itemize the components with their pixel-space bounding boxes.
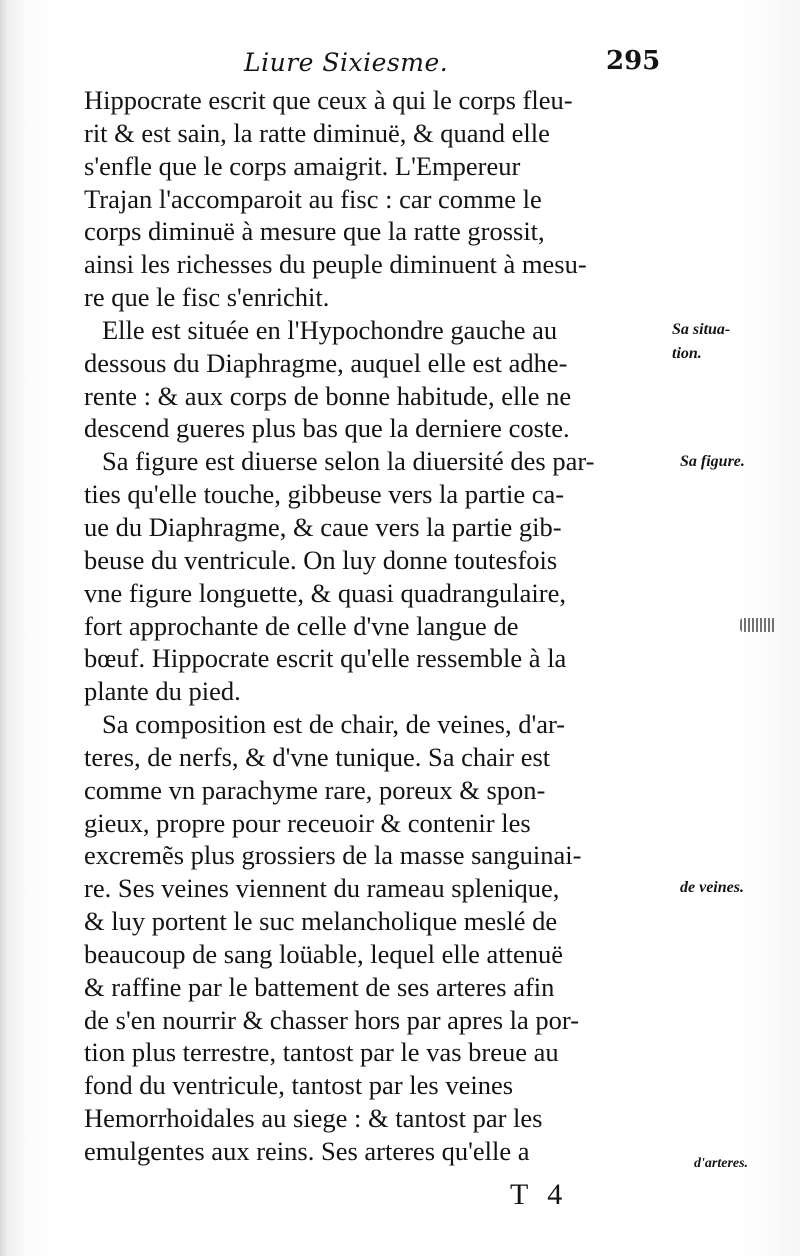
text-line: Sa figure est diuerse selon la diuersité des par- xyxy=(102,446,595,477)
text-line: re. Ses veines viennent du rameau splenique, xyxy=(84,873,560,904)
text-line: fort approchante de celle d'vne langue de xyxy=(84,610,519,641)
text-line: fond du ventricule, tantost par les veines xyxy=(84,1070,514,1101)
text-line: comme vn parachyme rare, poreux & spon- xyxy=(84,774,546,805)
text-line: de s'en nourrir & chasser hors par apres la por- xyxy=(84,1004,580,1035)
text-line: emulgentes aux reins. Ses arteres qu'elle a xyxy=(84,1136,530,1166)
margin-note-veines: de veines. xyxy=(680,879,744,896)
text-line: vne figure longuette, & quasi quadrangulaire, xyxy=(84,577,566,608)
text-line: s'enfle que le corps amaigrit. L'Empereur xyxy=(84,150,521,181)
text-line: bœuf. Hippocrate escrit qu'elle ressemble à la xyxy=(84,643,567,674)
margin-note-figure: Sa figure. xyxy=(680,453,745,470)
margin-note-situation: Sa situa- tion. xyxy=(672,321,731,362)
ink-smudge xyxy=(740,618,776,632)
text-line: ties qu'elle touche, gibbeuse vers la partie ca- xyxy=(84,479,565,510)
text-line: plante du pied. xyxy=(84,676,241,707)
text-line: beuse du ventricule. On luy donne toutesfois xyxy=(84,544,558,575)
body-text xyxy=(84,84,680,1168)
text-line: beaucoup de sang loüable, lequel elle attenuë xyxy=(84,938,564,969)
page-number: 295 xyxy=(606,46,661,76)
text-line: teres, de nerfs, & d'vne tunique. Sa chair est xyxy=(84,741,551,772)
text-line: corps diminuë à mesure que la ratte grossit, xyxy=(84,216,545,247)
text-line: Hippocrate escrit que ceux à qui le corps fleu- xyxy=(84,85,573,115)
text-line: descend gueres plus bas que la derniere coste. xyxy=(84,413,570,444)
text-line: gieux, propre pour receuoir & contenir les xyxy=(84,807,531,838)
running-title: Liure Sixiesme. xyxy=(244,48,449,77)
text-line: re que le fisc s'enrichit. xyxy=(84,282,330,313)
text-line: Elle est située en l'Hypochondre gauche au xyxy=(102,314,558,345)
text-line: ue du Diaphragme, & caue vers la partie gib- xyxy=(84,511,562,542)
text-line: Hemorrhoidales au siege : & tantost par les xyxy=(84,1103,543,1134)
text-line: excremẽs plus grossiers de la masse sanguinai- xyxy=(84,840,582,871)
signature-mark: T 4 xyxy=(510,1178,569,1211)
text-line: & luy portent le suc melancholique meslé de xyxy=(84,906,558,937)
text-line: dessous du Diaphragme, auquel elle est adhe- xyxy=(84,347,568,378)
text-line: Trajan l'accomparoit au fisc : car comme le xyxy=(84,183,542,214)
page-header xyxy=(0,46,800,82)
text-line: ainsi les richesses du peuple diminuent à mesu- xyxy=(84,249,587,280)
margin-note-arteres: d'arteres. xyxy=(694,1156,749,1171)
text-line: rit & est sain, la ratte diminuë, & quand elle xyxy=(84,117,550,148)
text-line: & raffine par le battement de ses arteres afin xyxy=(84,971,555,1002)
text-line: tion plus terrestre, tantost par le vas breue au xyxy=(84,1037,559,1068)
text-line: Sa composition est de chair, de veines, d'ar- xyxy=(102,709,566,740)
text-line: rente : & aux corps de bonne habitude, elle ne xyxy=(84,380,572,411)
